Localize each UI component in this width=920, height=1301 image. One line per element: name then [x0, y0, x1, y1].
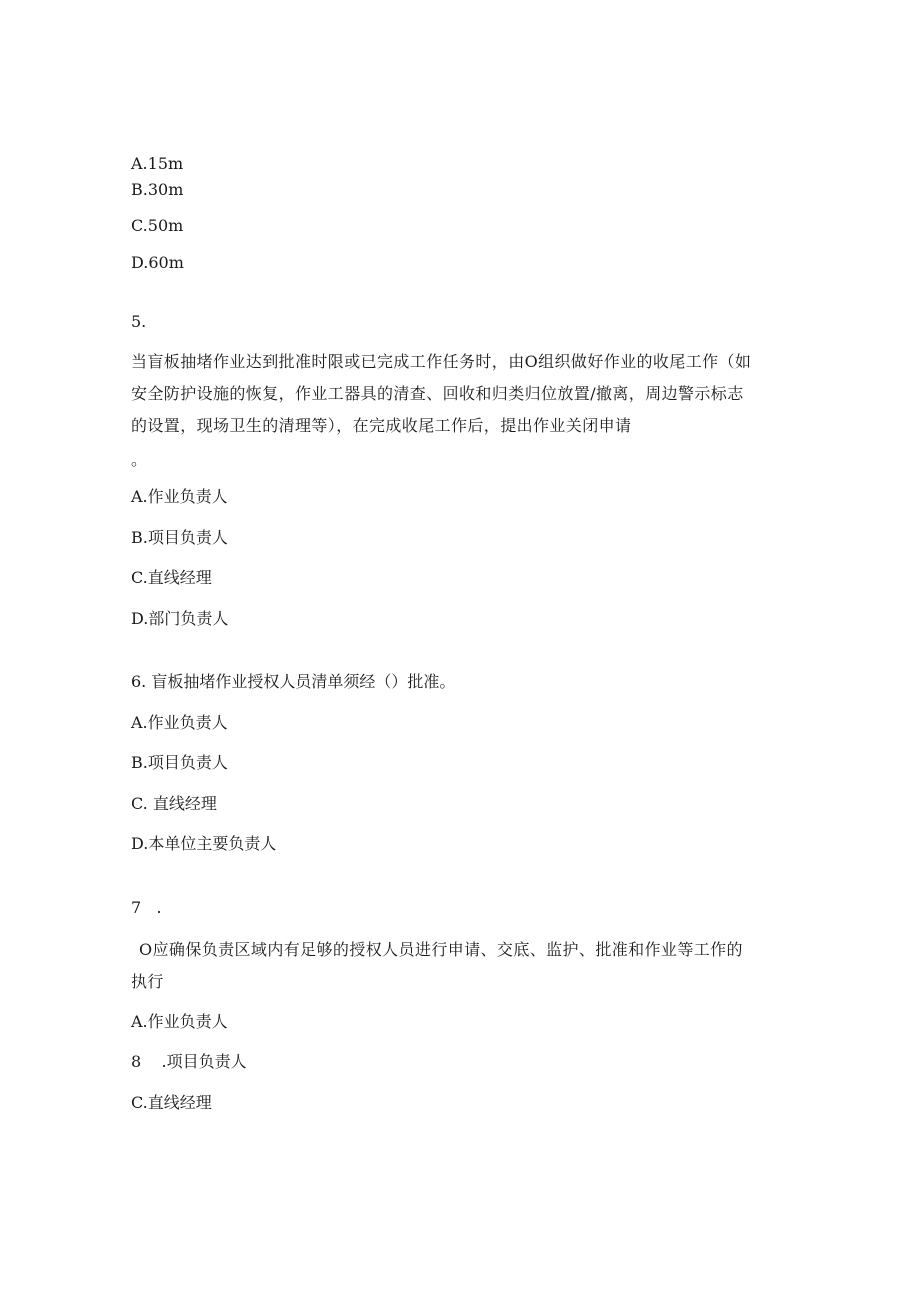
q4-option-a: A.15m	[131, 154, 184, 173]
q7-stem-line-2: 执行	[131, 972, 164, 991]
q4-option-b: B.30m	[131, 180, 184, 199]
q7-option-b: 8 .项目负责人	[131, 1052, 247, 1071]
q5-option-d: D.部门负责人	[131, 609, 229, 628]
q5-option-c: C.直线经理	[131, 568, 212, 587]
q5-stem-line-3: 的设置，现场卫生的清理等），在完成收尾工作后，提出作业关闭申请	[131, 416, 632, 435]
q6-option-d: D.本单位主要负责人	[131, 834, 277, 853]
q5-stem-line-2: 安全防护设施的恢复，作业工器具的清查、回收和归类归位放置/撤离，周边警示标志	[131, 384, 744, 403]
q5-option-a: A.作业负责人	[131, 487, 228, 506]
q6-option-a: A.作业负责人	[131, 713, 228, 732]
q5-stem-line-1: 当盲板抽堵作业达到批准时限或已完成工作任务时，由O组织做好作业的收尾工作（如	[131, 352, 752, 371]
q7-stem	[131, 934, 789, 998]
q6-option-c: C. 直线经理	[131, 794, 217, 813]
q4-option-d: D.60m	[131, 253, 184, 272]
q5-number: 5.	[131, 312, 147, 331]
q4-option-c: C.50m	[131, 216, 184, 235]
q6-stem: 6. 盲板抽堵作业授权人员清单须经（）批准。	[131, 672, 456, 691]
q5-stem	[131, 346, 781, 442]
q5-option-b: B.项目负责人	[131, 528, 228, 547]
q5-stem-end: 。	[131, 450, 148, 469]
q7-option-c: C.直线经理	[131, 1093, 212, 1112]
q7-option-a: A.作业负责人	[131, 1012, 228, 1031]
q7-number: 7 .	[131, 898, 162, 917]
q6-option-b: B.项目负责人	[131, 753, 228, 772]
q7-stem-line-1: O应确保负责区域内有足够的授权人员进行申请、交底、监护、批准和作业等工作的	[139, 940, 743, 959]
